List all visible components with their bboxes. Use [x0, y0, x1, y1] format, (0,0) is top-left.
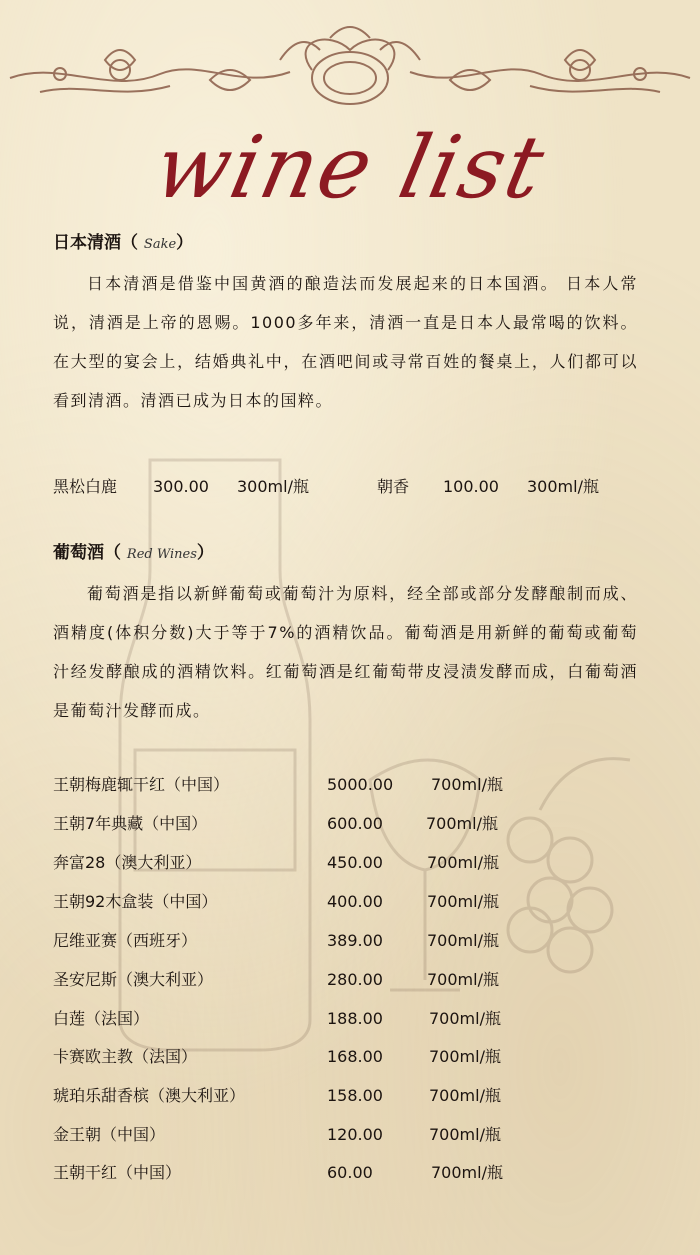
wine-volume: 700ml/瓶 [431, 775, 503, 794]
section-heading-cn: 日本清酒 [53, 233, 121, 253]
wine-volume: 700ml/瓶 [426, 814, 498, 833]
wine-name: 奔富28（澳大利亚） [53, 853, 202, 872]
section-heading-sake: 日本清酒（ Sake） [53, 233, 194, 253]
wine-price: 389.00 [327, 931, 383, 950]
section-heading-cn: 葡萄酒 [53, 543, 104, 563]
wine-volume: 700ml/瓶 [429, 1047, 501, 1066]
wine-name: 卡赛欧主教（法国） [53, 1047, 198, 1066]
wine-volume: 700ml/瓶 [429, 1086, 501, 1105]
wine-name: 尼维亚赛（西班牙） [53, 931, 198, 950]
wine-name: 琥珀乐甜香槟（澳大利亚） [53, 1086, 246, 1105]
section-heading-en: Red Wines [126, 547, 197, 562]
wine-price: 60.00 [327, 1163, 373, 1182]
wine-volume: 700ml/瓶 [431, 1163, 503, 1182]
wine-name: 王朝92木盒装（中国） [53, 892, 218, 911]
wine-name: 黑松白鹿 [53, 477, 118, 496]
wine-volume: 300ml/瓶 [237, 477, 309, 496]
wine-price: 5000.00 [327, 775, 394, 794]
wine-price: 280.00 [327, 970, 383, 989]
wine-volume: 700ml/瓶 [427, 892, 499, 911]
red-description: 葡萄酒是指以新鲜葡萄或葡萄汁为原料，经全部或部分发酵酿制而成、酒精度(体积分数)大于等于7%的酒精饮品。葡萄酒是用新鲜的葡萄或葡萄汁经发酵酿成的酒精饮料。红葡萄酒是红葡萄带皮浸渍发酵而成，白葡萄酒是葡萄汁发酵而成。 [53, 584, 638, 720]
wine-price: 188.00 [327, 1009, 383, 1028]
wine-price: 450.00 [327, 853, 383, 872]
wine-volume: 300ml/瓶 [527, 477, 599, 496]
wine-name: 圣安尼斯（澳大利亚） [53, 970, 214, 989]
wine-volume: 700ml/瓶 [427, 970, 499, 989]
wine-volume: 700ml/瓶 [429, 1009, 501, 1028]
wine-price: 158.00 [327, 1086, 383, 1105]
wine-price: 600.00 [327, 814, 383, 833]
section-heading-en: Sake [143, 237, 177, 252]
wine-price: 300.00 [153, 477, 209, 496]
page-title: wine list [146, 118, 554, 218]
sake-description: 日本清酒是借鉴中国黄酒的酿造法而发展起来的日本国酒。 日本人常说，清酒是上帝的恩赐。1000多年来，清酒一直是日本人最常喝的饮料。在大型的宴会上，结婚典礼中，在酒吧间或寻常百姓的餐桌上，人们都可以看到清酒。清酒已成为日本的国粹。 [53, 274, 638, 410]
bottle-watermark-icon [110, 420, 670, 1060]
wine-price: 400.00 [327, 892, 383, 911]
wine-name: 朝香 [377, 477, 410, 496]
wine-volume: 700ml/瓶 [427, 853, 499, 872]
wine-price: 120.00 [327, 1125, 383, 1144]
wine-name: 王朝梅鹿辄干红（中国） [53, 775, 230, 794]
wine-volume: 700ml/瓶 [427, 931, 499, 950]
wine-volume: 700ml/瓶 [429, 1125, 501, 1144]
wine-price: 100.00 [443, 477, 499, 496]
wine-name: 王朝7年典藏（中国） [53, 814, 208, 833]
wine-name: 白莲（法国） [53, 1009, 150, 1028]
ornament-header-icon [0, 0, 700, 130]
wine-price: 168.00 [327, 1047, 383, 1066]
section-heading-red: 葡萄酒（ Red Wines） [53, 543, 214, 563]
wine-name: 王朝干红（中国） [53, 1163, 182, 1182]
wine-name: 金王朝（中国） [53, 1125, 166, 1144]
